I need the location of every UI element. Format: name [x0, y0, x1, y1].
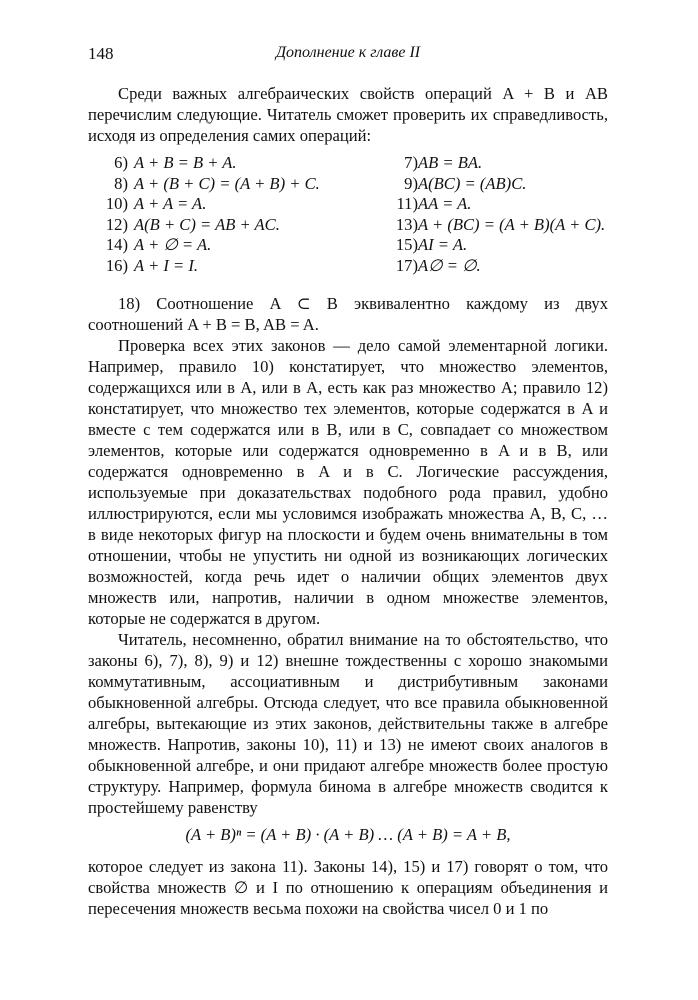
law-number: 8): [114, 173, 128, 193]
law-number: 6): [114, 153, 128, 172]
law-formula: A(BC) = (AB)C.: [418, 173, 527, 193]
paragraph-algebra-comparison: Читатель, несомненно, обратил внимание на то обстоятельство, что законы 6), 7), 8), 9) и 12) внешне тождественны с хорошо знакомыми коммутативным, ассоциативным и дистрибутивным законами обыкновенной алгебры. Отсюда следует, что все правила обыкновенной алгебры, вытекающие из этих законов, действительны также в алгебре множеств. Напротив, законы 10), 11) и 13) не имеют своих аналогов в обыкновенной алгебре, и они придают алгебре множеств более простую структуру. Например, формула бинома в алгебре множеств сводится к простейшему равенству: [88, 630, 608, 817]
law-row: [88, 215, 648, 236]
intro-paragraph: Среди важных алгебраических свойств операций A + B и AB перечислим следующие. Читатель сможет проверить их справедливость, исходя из определения самих операций:: [88, 84, 608, 145]
law-number: 10): [105, 194, 128, 214]
law-formula: A + I = I.: [134, 255, 199, 275]
law-number: 15): [395, 235, 418, 255]
law-row: [88, 256, 648, 277]
law-number: 13): [395, 214, 418, 234]
law-number: 14): [105, 235, 128, 255]
law-formula: A + (BC) = (A + B)(A + C).: [418, 214, 606, 234]
law-row: [88, 194, 648, 215]
law-number: 16): [105, 255, 128, 275]
paragraph-tail: которое следует из закона 11). Законы 14), 15) и 17) говорят о том, что свойства множеств ∅ и I по отношению к операциям объединения и пересечения множеств весьма похожи на свойства чисел 0 и 1 по: [88, 857, 608, 918]
law-number: 11): [396, 194, 418, 214]
tail-text: [88, 856, 608, 919]
law-formula: A + B = B + A.: [134, 153, 237, 172]
binomial-formula: (A + B)ⁿ = (A + B) · (A + B) … (A + B) = A + B,: [185, 825, 511, 844]
law-number: 9): [404, 173, 418, 193]
page-number: 148: [88, 44, 114, 63]
law-number: 12): [105, 214, 128, 234]
law-row: [88, 174, 648, 195]
laws-list: [88, 153, 648, 277]
running-head: Дополнение к главе II: [275, 44, 421, 61]
body-text: [88, 293, 608, 818]
law-formula: AB = BA.: [418, 153, 483, 172]
law-number: 7): [404, 153, 418, 172]
law-formula: A(B + C) = AB + AC.: [134, 214, 280, 234]
law-formula: AI = A.: [418, 235, 468, 255]
page-header: [88, 44, 608, 68]
intro-paragraph-block: [88, 83, 608, 146]
paragraph-proof-logic: Проверка всех этих законов — дело самой элементарной логики. Например, правило 10) констатирует, что множество элементов, содержащихся или в A, или в A, есть как раз множество A; правило 12) констатирует, что множество тех элементов, которые содержатся в A и вместе с тем содержатся или в B, или в C, совпадает со множеством элементов, которые или содержатся одновременно в A и в B, или содержатся одновременно в A и в C. Логические рассуждения, используемые при доказательствах подобного рода правил, удобно иллюстрируются, если мы условимся изображать множества A, B, C, … в виде некоторых фигур на плоскости и будем очень внимательны в том отношении, чтобы не упустить ни одной из возникающих логических возможностей, когда речь идет о наличии общих элементов двух множеств или, напротив, наличии в одном множестве элементов, которые не содержатся в другом.: [88, 336, 608, 628]
paragraph-law-18: 18) Соотношение A ⊂ B эквивалентно каждому из двух соотношений A + B = B, AB = A.: [88, 294, 608, 334]
law-number: 17): [395, 255, 418, 275]
law-row: [88, 235, 648, 256]
law-formula: A + ∅ = A.: [134, 235, 212, 255]
law-formula: AA = A.: [418, 194, 472, 214]
law-row: [88, 153, 648, 174]
law-formula: A∅ = ∅.: [418, 255, 481, 275]
law-formula: A + (B + C) = (A + B) + C.: [134, 173, 320, 193]
law-formula: A + A = A.: [134, 194, 207, 214]
